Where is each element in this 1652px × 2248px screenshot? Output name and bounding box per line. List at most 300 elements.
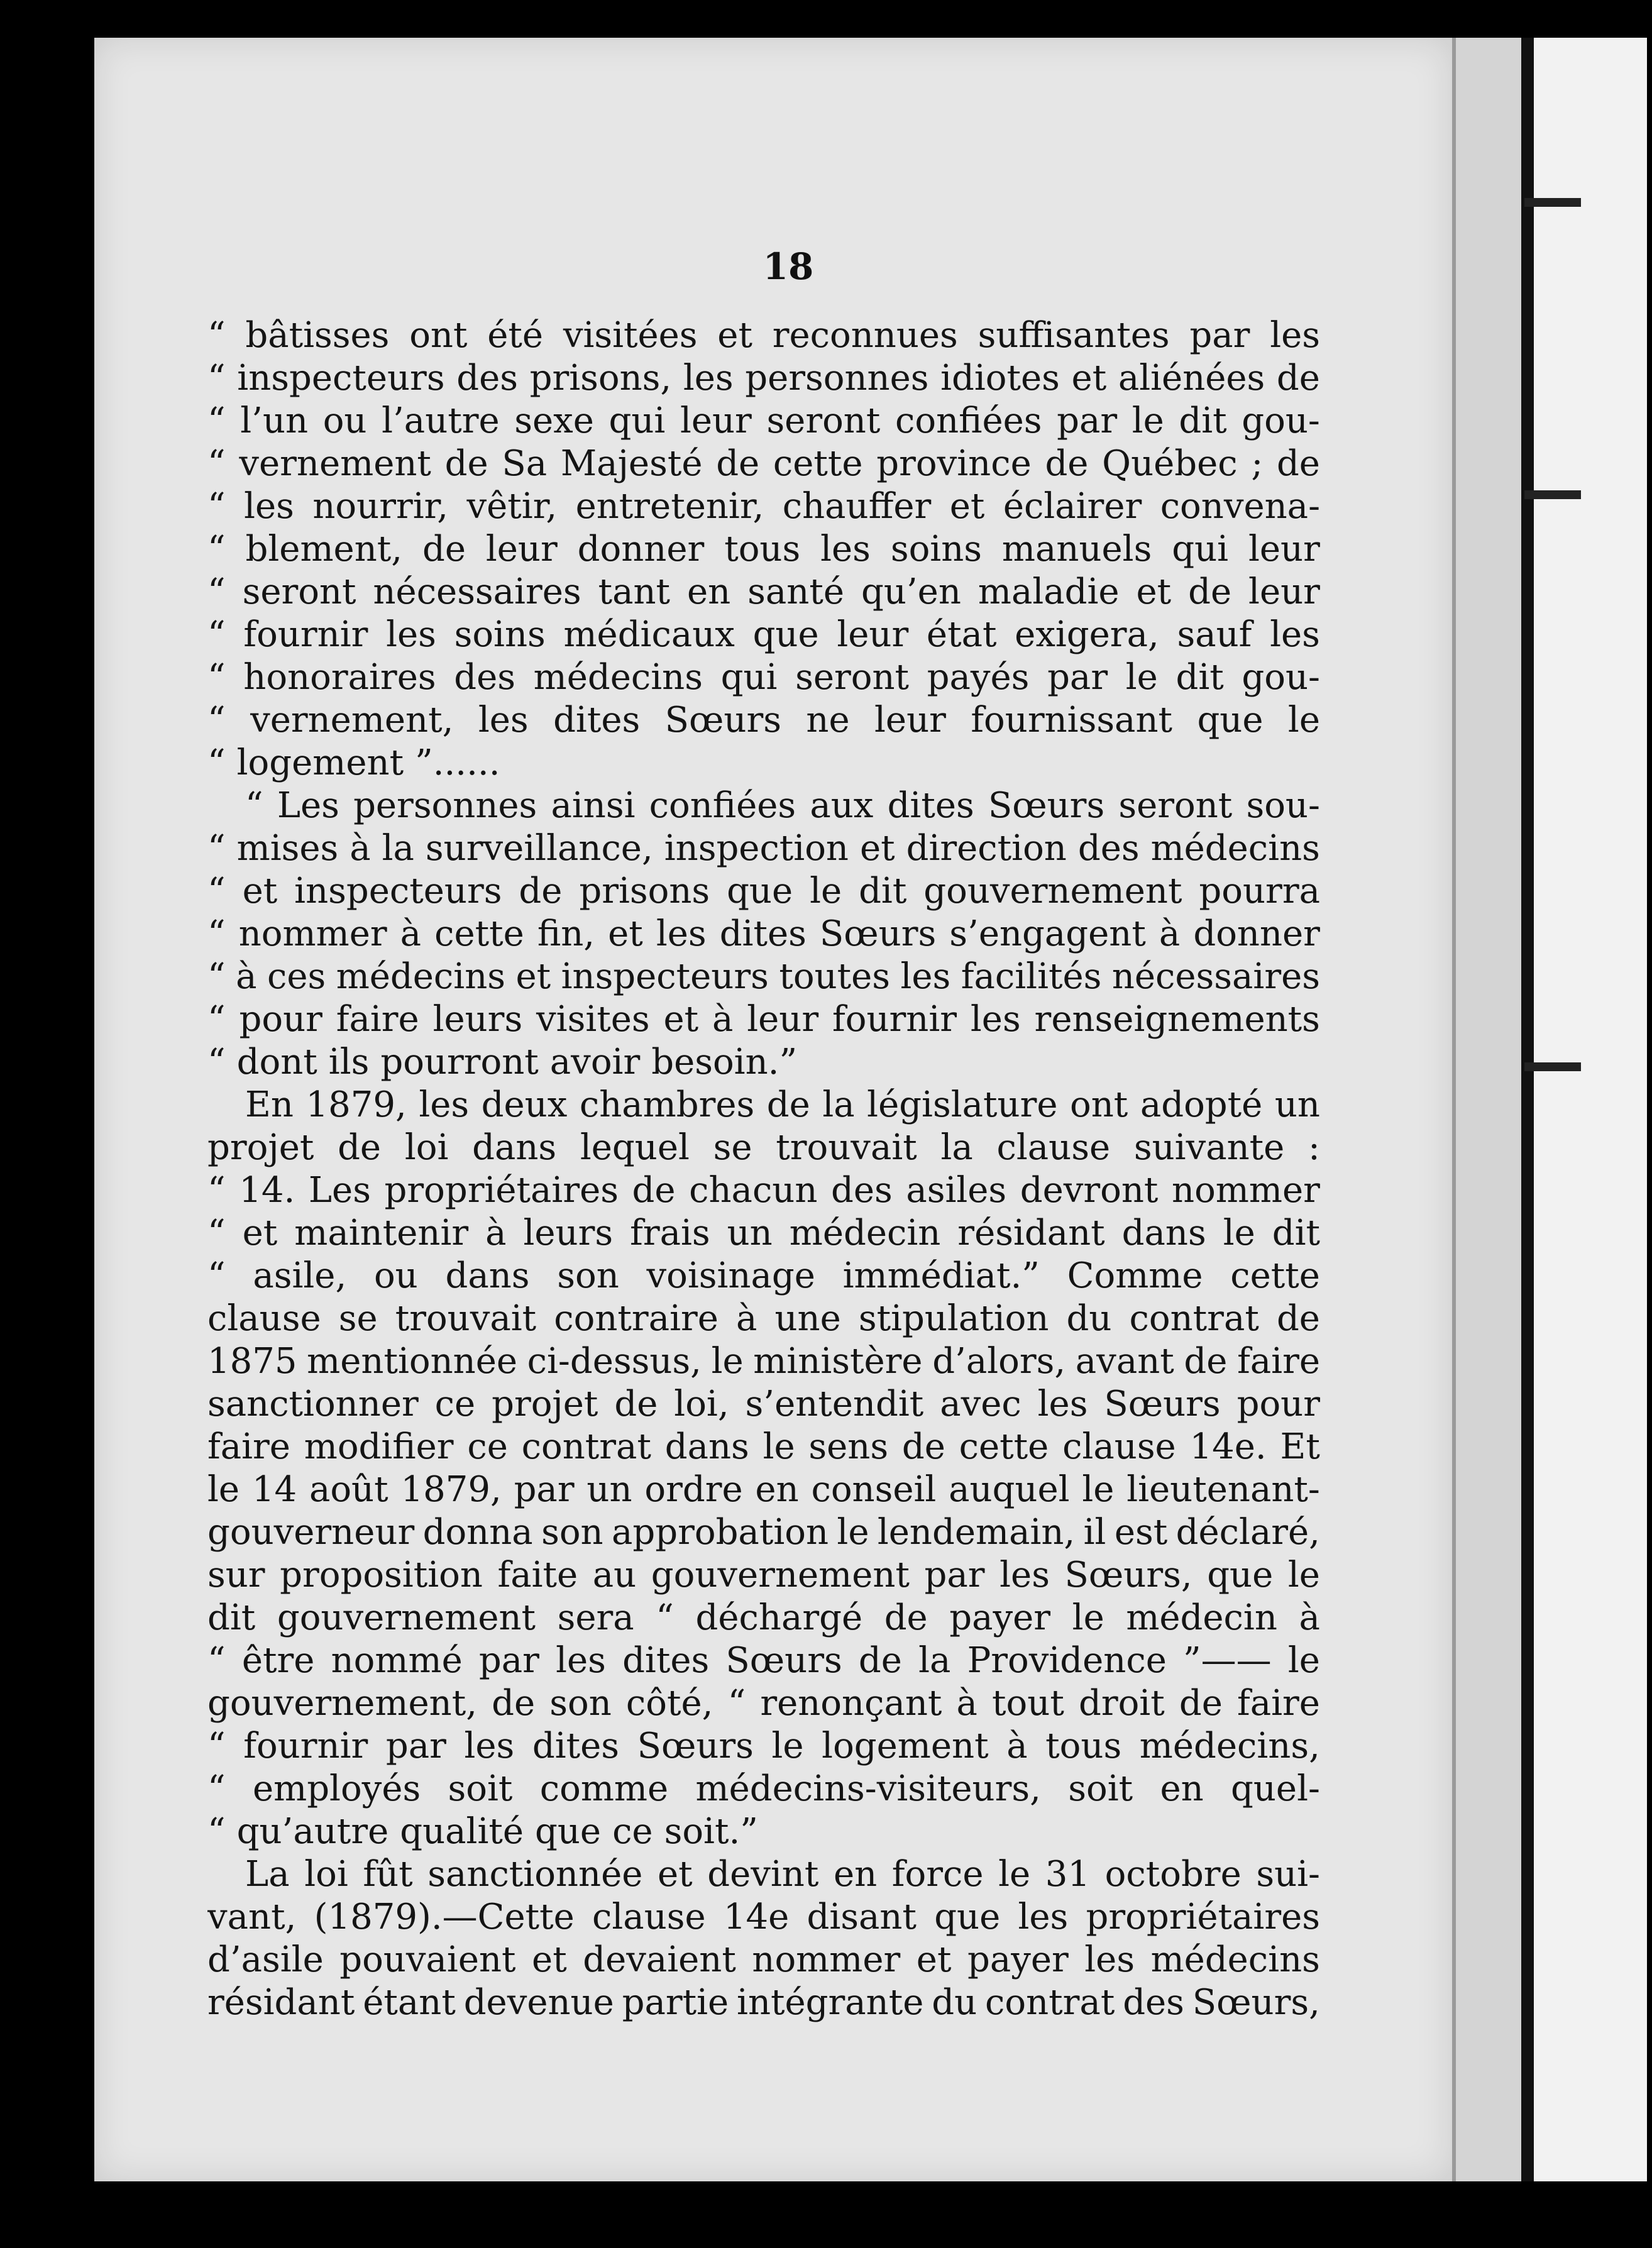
text-word: les bbox=[999, 1555, 1050, 1595]
text-word: personnes bbox=[745, 358, 929, 399]
text-word: étant bbox=[363, 1982, 456, 2023]
text-word: dit bbox=[207, 1597, 256, 1638]
text-word: son bbox=[549, 1683, 612, 1724]
text-word: le bbox=[771, 1726, 804, 1766]
text-line bbox=[207, 1340, 1320, 1383]
text-word: dit bbox=[859, 871, 907, 912]
text-word: entretenir, bbox=[575, 486, 764, 527]
text-word: direction bbox=[906, 828, 1067, 869]
text-word: nommé bbox=[331, 1640, 463, 1681]
text-word: devaient bbox=[583, 1939, 736, 1980]
text-word: “ bbox=[207, 700, 226, 741]
text-word: deux bbox=[481, 1084, 568, 1125]
text-word: contrat bbox=[1129, 1298, 1259, 1339]
text-word: de bbox=[519, 871, 563, 912]
text-word: “ bbox=[207, 529, 226, 570]
text-word: médecins bbox=[1150, 1939, 1320, 1980]
text-word: et bbox=[949, 486, 985, 527]
text-word: les bbox=[820, 529, 871, 570]
text-word: octobre bbox=[1104, 1854, 1242, 1895]
text-word: Sœurs bbox=[819, 913, 937, 954]
text-word: en bbox=[833, 1854, 878, 1895]
text-word: “ bbox=[207, 828, 226, 869]
text-line bbox=[207, 699, 1320, 742]
text-word: des bbox=[1077, 828, 1140, 869]
text-word: de bbox=[614, 1384, 658, 1424]
text-word: de bbox=[1276, 443, 1320, 484]
text-word: médecins-visiteurs, bbox=[695, 1768, 1041, 1809]
text-word: et bbox=[532, 1939, 567, 1980]
text-word: faite bbox=[497, 1555, 578, 1595]
text-word: par bbox=[1047, 657, 1108, 698]
text-word: au bbox=[592, 1555, 637, 1595]
text-word: et bbox=[916, 1939, 952, 1980]
text-word: les bbox=[1084, 1939, 1135, 1980]
text-word: qualité bbox=[400, 1811, 524, 1852]
text-line bbox=[207, 1127, 1320, 1169]
text-word: dans bbox=[664, 1426, 749, 1467]
text-line bbox=[207, 827, 1320, 870]
text-word: loi, bbox=[674, 1384, 729, 1424]
text-word: cette bbox=[1230, 1255, 1320, 1296]
text-word: “ bbox=[207, 486, 226, 527]
text-word: seront bbox=[766, 400, 881, 441]
text-word: ou bbox=[373, 1255, 418, 1296]
text-word: de bbox=[766, 1084, 810, 1125]
text-word: leur bbox=[1248, 529, 1320, 570]
text-word: ce bbox=[467, 1426, 508, 1467]
text-word: cette bbox=[434, 913, 524, 954]
text-word: donna bbox=[422, 1512, 533, 1553]
text-word: pourra bbox=[1199, 871, 1320, 912]
text-word: le bbox=[1287, 1640, 1320, 1681]
text-line bbox=[207, 614, 1320, 656]
text-line bbox=[207, 1639, 1320, 1682]
text-word: gou- bbox=[1242, 657, 1320, 698]
binding-strip bbox=[1521, 38, 1534, 2181]
text-word: et bbox=[1071, 358, 1107, 399]
text-word: que bbox=[752, 614, 819, 655]
text-word: les bbox=[656, 913, 707, 954]
text-word: asile, bbox=[253, 1255, 347, 1296]
text-word: de bbox=[632, 1170, 676, 1211]
text-word: vêtir, bbox=[466, 486, 558, 527]
text-word: 14e bbox=[723, 1897, 790, 1937]
text-word: en bbox=[755, 1469, 799, 1510]
text-word: manuels bbox=[1001, 529, 1152, 570]
text-word: son bbox=[541, 1512, 603, 1553]
text-word: donner bbox=[1193, 913, 1320, 954]
text-word: facilités bbox=[961, 956, 1102, 997]
text-word: “ bbox=[207, 657, 226, 698]
text-word: 1879, bbox=[306, 1084, 407, 1125]
text-line bbox=[207, 1554, 1320, 1597]
text-word: payés bbox=[927, 657, 1030, 698]
text-word: Comme bbox=[1067, 1255, 1203, 1296]
text-word: “ bbox=[727, 1683, 746, 1724]
binding-stitch bbox=[1524, 198, 1581, 207]
text-word: gou- bbox=[1242, 400, 1320, 441]
text-word: cette bbox=[773, 443, 863, 484]
text-word: tant bbox=[598, 571, 671, 612]
text-word: gouverneur bbox=[207, 1512, 415, 1553]
text-word: fût bbox=[363, 1854, 413, 1895]
text-line bbox=[207, 443, 1320, 485]
text-word: sanctionnée bbox=[427, 1854, 643, 1895]
text-word: immédiat.” bbox=[842, 1255, 1040, 1296]
text-word: le bbox=[1072, 1597, 1104, 1638]
text-word: nommer bbox=[1172, 1170, 1320, 1211]
text-word: par bbox=[385, 1726, 446, 1766]
text-word: 31 bbox=[1045, 1854, 1091, 1895]
text-word: fournir bbox=[243, 614, 368, 655]
text-word: droit bbox=[1078, 1683, 1165, 1724]
text-word: dit bbox=[1176, 657, 1224, 698]
text-word: ”—— bbox=[1183, 1640, 1272, 1681]
text-word: de bbox=[492, 1683, 536, 1724]
text-word: de bbox=[1188, 571, 1232, 612]
text-word: 14e. bbox=[1189, 1426, 1267, 1467]
text-word: de bbox=[858, 1640, 902, 1681]
text-word: sera bbox=[557, 1597, 634, 1638]
text-word: qui bbox=[1172, 529, 1229, 570]
text-word: pour bbox=[239, 999, 322, 1040]
text-word: du bbox=[932, 1982, 977, 2023]
text-word: suffisantes bbox=[977, 315, 1170, 356]
text-word: à bbox=[1159, 913, 1181, 954]
text-word: aliénées bbox=[1118, 358, 1265, 399]
text-word: convena- bbox=[1160, 486, 1320, 527]
text-word: Majesté bbox=[560, 443, 703, 484]
text-word: leurs bbox=[523, 1213, 614, 1253]
text-word: stipulation bbox=[858, 1298, 1049, 1339]
text-word: avoir bbox=[549, 1042, 641, 1083]
text-word: sanctionner bbox=[207, 1384, 419, 1424]
text-word: nécessaires bbox=[1111, 956, 1320, 997]
text-word: partie bbox=[622, 1982, 729, 2023]
text-word: personnes bbox=[353, 785, 537, 826]
text-word: et bbox=[242, 871, 278, 912]
text-word: fournir bbox=[832, 999, 957, 1040]
text-word: besoin.” bbox=[651, 1042, 798, 1083]
text-word: leur bbox=[680, 400, 752, 441]
text-word: “ bbox=[207, 871, 226, 912]
text-word: trouvait bbox=[776, 1127, 917, 1168]
text-word: dit bbox=[1272, 1213, 1320, 1253]
text-word: gouvernement bbox=[277, 1597, 536, 1638]
text-word: bâtisses bbox=[245, 315, 390, 356]
text-line bbox=[207, 1041, 1320, 1084]
text-word: dites bbox=[532, 1726, 619, 1766]
binding-stitch bbox=[1524, 490, 1581, 499]
text-word: par bbox=[1189, 315, 1250, 356]
text-word: dites bbox=[887, 785, 974, 826]
text-word: déchargé bbox=[695, 1597, 863, 1638]
text-word: de bbox=[1276, 1298, 1320, 1339]
text-word: propriétaires bbox=[384, 1170, 619, 1211]
text-word: vernement, bbox=[250, 700, 454, 741]
text-word: suivante bbox=[1133, 1127, 1285, 1168]
text-word: chambres bbox=[579, 1084, 755, 1125]
text-word: par bbox=[478, 1640, 539, 1681]
text-word: “ bbox=[207, 1213, 226, 1253]
text-word: “ bbox=[207, 358, 226, 399]
text-line bbox=[207, 1298, 1320, 1340]
text-line bbox=[207, 913, 1320, 956]
text-word: maladie bbox=[977, 571, 1120, 612]
text-word: soit bbox=[1068, 1768, 1133, 1809]
text-word: projet bbox=[492, 1384, 598, 1424]
page-number: 18 bbox=[763, 245, 814, 288]
text-word: exigera, bbox=[1015, 614, 1159, 655]
text-word: visites bbox=[536, 999, 650, 1040]
text-word: ont bbox=[409, 315, 468, 356]
text-word: dans bbox=[445, 1255, 530, 1296]
text-word: tous bbox=[1045, 1726, 1122, 1766]
text-word: qui bbox=[608, 400, 666, 441]
text-word: la bbox=[918, 1640, 951, 1681]
text-word: ”...... bbox=[415, 742, 500, 783]
text-word: le bbox=[1125, 657, 1158, 698]
text-word: soins bbox=[454, 614, 546, 655]
text-word: le bbox=[810, 871, 842, 912]
text-word: sui- bbox=[1256, 1854, 1320, 1895]
text-word: dites bbox=[719, 913, 807, 954]
text-word: qu’autre bbox=[236, 1811, 389, 1852]
text-word: clause bbox=[996, 1127, 1111, 1168]
text-word: la bbox=[940, 1127, 973, 1168]
text-word: s’engagent bbox=[949, 913, 1146, 954]
facing-page-margin bbox=[1534, 38, 1647, 2181]
text-word: inspection bbox=[664, 828, 849, 869]
text-word: ce bbox=[612, 1811, 653, 1852]
text-word: quel- bbox=[1231, 1768, 1320, 1809]
text-word: Sœurs, bbox=[1064, 1555, 1192, 1595]
text-word: ainsi bbox=[551, 785, 636, 826]
text-word: asiles bbox=[906, 1170, 1007, 1211]
text-word: Sœurs bbox=[637, 1726, 754, 1766]
text-word: prisons, bbox=[529, 358, 672, 399]
text-word: une bbox=[774, 1298, 841, 1339]
text-line bbox=[207, 1468, 1320, 1511]
text-word: approbation bbox=[612, 1512, 829, 1553]
text-word: confiées bbox=[895, 400, 1042, 441]
text-word: médecin bbox=[789, 1213, 941, 1253]
text-word: le bbox=[1223, 1213, 1255, 1253]
text-word: résidant bbox=[207, 1982, 355, 2023]
text-word: nourrir, bbox=[312, 486, 449, 527]
text-word: de bbox=[1179, 1683, 1223, 1724]
text-line bbox=[207, 400, 1320, 443]
text-word: ; bbox=[1251, 443, 1264, 484]
text-line bbox=[207, 1810, 1320, 1853]
text-word: propriétaires bbox=[1086, 1897, 1320, 1937]
text-word: les bbox=[1270, 614, 1320, 655]
text-word: 14 bbox=[251, 1469, 297, 1510]
text-word: dont bbox=[236, 1042, 317, 1083]
text-word: résidant bbox=[957, 1213, 1105, 1253]
text-word: gouvernement, bbox=[207, 1683, 477, 1724]
text-word: dans bbox=[1121, 1213, 1206, 1253]
text-word: “ bbox=[207, 443, 226, 484]
text-word: tout bbox=[992, 1683, 1064, 1724]
text-word: le bbox=[1132, 400, 1164, 441]
text-word: de bbox=[884, 1597, 928, 1638]
text-word: “ bbox=[207, 614, 226, 655]
text-line bbox=[207, 742, 1320, 785]
text-line bbox=[207, 571, 1320, 614]
text-word: le bbox=[1287, 1555, 1320, 1595]
text-word: gouvernement bbox=[651, 1555, 910, 1595]
text-word: que bbox=[1197, 700, 1264, 741]
text-word: trouvait bbox=[395, 1298, 537, 1339]
text-word: des bbox=[456, 358, 518, 399]
text-word: les bbox=[464, 1726, 515, 1766]
text-word: ont bbox=[1070, 1084, 1128, 1125]
text-word: de bbox=[422, 529, 466, 570]
text-word: nécessaires bbox=[373, 571, 581, 612]
text-line bbox=[207, 1597, 1320, 1639]
text-word: éclairer bbox=[1003, 486, 1142, 527]
text-word: loi bbox=[304, 1854, 348, 1895]
text-word: avant bbox=[1075, 1341, 1174, 1382]
text-word: leur bbox=[747, 999, 819, 1040]
text-word: disant bbox=[807, 1897, 917, 1937]
text-word: Sœurs bbox=[725, 1640, 842, 1681]
text-word: tous bbox=[724, 529, 801, 570]
text-line bbox=[207, 1853, 1320, 1896]
text-word: de bbox=[1276, 358, 1320, 399]
text-word: “ bbox=[207, 1255, 226, 1296]
text-word: comme bbox=[539, 1768, 669, 1809]
text-word: les bbox=[683, 358, 734, 399]
text-word: ou bbox=[322, 400, 367, 441]
text-word: législature bbox=[867, 1084, 1058, 1125]
text-word: dit bbox=[1179, 400, 1227, 441]
text-word: des bbox=[454, 657, 515, 698]
text-line bbox=[207, 1896, 1320, 1939]
text-word: les bbox=[900, 956, 951, 997]
text-line bbox=[207, 998, 1320, 1041]
text-word: “ bbox=[656, 1597, 674, 1638]
text-word: sexe bbox=[514, 400, 594, 441]
text-word: blement, bbox=[245, 529, 403, 570]
text-word: renseignements bbox=[1034, 999, 1320, 1040]
text-word: déclaré, bbox=[1176, 1512, 1320, 1553]
text-word: et bbox=[608, 913, 643, 954]
text-line bbox=[207, 1768, 1320, 1810]
text-word: août bbox=[309, 1469, 388, 1510]
text-word: se bbox=[713, 1127, 752, 1168]
text-word: idiotes bbox=[940, 358, 1060, 399]
text-word: Sœurs bbox=[1104, 1384, 1221, 1424]
text-word: devront bbox=[1020, 1170, 1159, 1211]
text-word: de bbox=[1184, 1341, 1228, 1382]
text-word: loi bbox=[404, 1127, 449, 1168]
text-word: prisons bbox=[579, 871, 710, 912]
text-line bbox=[207, 1169, 1320, 1212]
text-word: soins bbox=[890, 529, 982, 570]
text-word: surveillance, bbox=[425, 828, 653, 869]
text-word: des bbox=[1123, 1982, 1184, 2023]
text-word: devenue bbox=[463, 1982, 614, 2023]
text-word: que bbox=[1207, 1555, 1274, 1595]
text-line bbox=[207, 956, 1320, 998]
text-word: clause bbox=[207, 1298, 321, 1339]
text-word: est bbox=[1114, 1512, 1168, 1553]
text-word: lendemain, bbox=[877, 1512, 1076, 1553]
text-word: devint bbox=[707, 1854, 819, 1895]
text-word: les bbox=[1018, 1897, 1069, 1937]
text-word: médecins bbox=[1150, 828, 1320, 869]
text-word: ordre bbox=[644, 1469, 743, 1510]
text-word: seront bbox=[795, 657, 910, 698]
text-word: Les bbox=[277, 785, 339, 826]
text-word: les bbox=[386, 614, 436, 655]
text-word: inspecteurs bbox=[294, 871, 502, 912]
text-word: de bbox=[901, 1426, 945, 1467]
text-word: par bbox=[514, 1469, 575, 1510]
text-word: la bbox=[822, 1084, 855, 1125]
text-word: contrat bbox=[985, 1982, 1115, 2023]
text-word: inspecteurs bbox=[237, 358, 445, 399]
text-word: par bbox=[1057, 400, 1118, 441]
text-word: Sœurs bbox=[988, 785, 1105, 826]
text-word: vernement bbox=[239, 443, 431, 484]
text-word: soit.” bbox=[664, 1811, 758, 1852]
text-word: employés bbox=[252, 1768, 421, 1809]
text-word: un bbox=[727, 1213, 773, 1253]
text-word: ces bbox=[267, 956, 326, 997]
text-word: les bbox=[1270, 315, 1320, 356]
text-word: Sœurs bbox=[664, 700, 781, 741]
text-word: pour bbox=[1236, 1384, 1320, 1424]
text-word: à bbox=[956, 1683, 977, 1724]
text-word: 14. bbox=[239, 1170, 295, 1211]
text-word: logement bbox=[236, 742, 404, 783]
text-word: médecin bbox=[1126, 1597, 1277, 1638]
text-word: faire bbox=[207, 1426, 290, 1467]
text-word: et bbox=[657, 1854, 693, 1895]
text-word: médicaux bbox=[563, 614, 735, 655]
text-word: honoraires bbox=[243, 657, 436, 698]
text-word: Les bbox=[308, 1170, 371, 1211]
text-word: payer bbox=[949, 1597, 1051, 1638]
text-word: 1875 bbox=[207, 1341, 297, 1382]
text-word: que bbox=[535, 1811, 602, 1852]
text-word: le bbox=[207, 1469, 240, 1510]
text-word: soit bbox=[448, 1768, 513, 1809]
text-word: se bbox=[338, 1298, 378, 1339]
text-word: à bbox=[236, 956, 257, 997]
text-word: son bbox=[557, 1255, 619, 1296]
text-word: aux bbox=[810, 785, 874, 826]
text-line bbox=[207, 1725, 1320, 1768]
text-word: mentionnée bbox=[307, 1341, 518, 1382]
text-word: le bbox=[1082, 1469, 1115, 1510]
text-word: En bbox=[245, 1084, 294, 1125]
text-word: Et bbox=[1280, 1426, 1320, 1467]
text-word: “ bbox=[207, 742, 226, 783]
text-word: et bbox=[663, 999, 699, 1040]
text-word: “ bbox=[245, 785, 263, 826]
text-word: leurs bbox=[432, 999, 523, 1040]
text-word: “ bbox=[207, 956, 226, 997]
text-word: fournissant bbox=[971, 700, 1173, 741]
text-word: de bbox=[444, 443, 488, 484]
text-word: province bbox=[876, 443, 1032, 484]
text-word: inspecteurs bbox=[561, 956, 769, 997]
